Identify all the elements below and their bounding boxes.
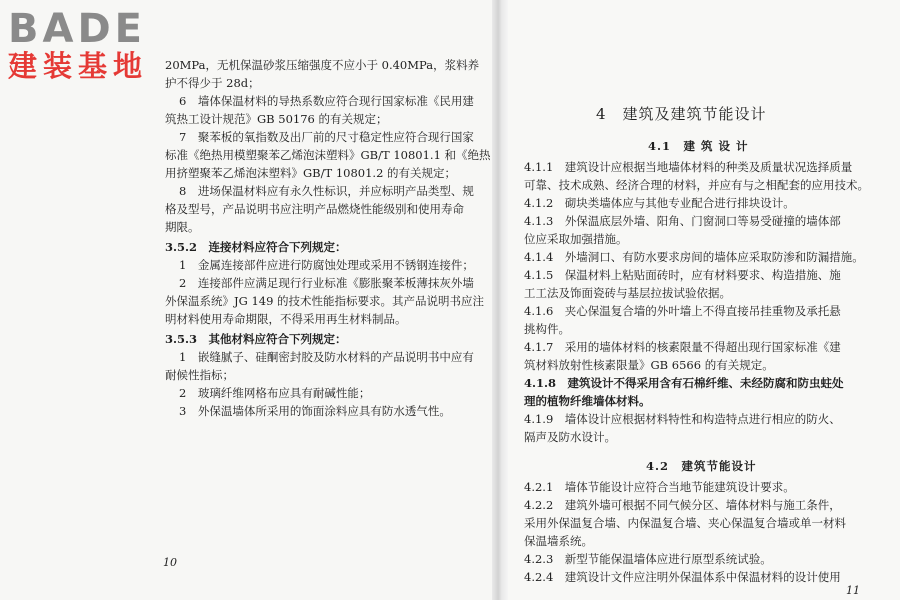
text-line: 位应采取加强措施。 [524,232,628,246]
clause-line: 4.2.4 建筑设计文件应注明外保温体系中保温材料的设计使用 [524,570,841,584]
text-line: 可靠、技术成熟、经济合理的材料，并应有与之相配套的应用技术。 [524,178,869,192]
section-heading-4-2: 4.2 建筑节能设计 [646,459,757,473]
text-line: 8 进场保温材料应有永久性标识，并应标明产品类型、规 [179,184,474,198]
clause-line: 4.1.1 建筑设计应根据当地墙体材料的种类及质量状况选择质量 [524,160,853,174]
text-line: 保温墙系统。 [524,534,593,548]
logo-wordmark: BADE [8,6,146,52]
clause-line-bold: 4.1.8 建筑设计不得采用含有石棉纤维、未经防腐和防虫蛀处 [524,376,844,390]
clause-line: 4.1.3 外保温底层外墙、阳角、门窗洞口等易受碰撞的墙体部 [524,214,841,228]
text-line: 1 金属连接部件应进行防腐蚀处理或采用不锈钢连接件； [179,258,474,272]
clause-line: 4.1.7 采用的墙体材料的核素限量不得超出现行国家标准《建 [524,340,841,354]
bade-logo [8,8,183,88]
page-number-left: 10 [163,556,177,569]
text-line: 筑热工设计规范》GB 50176 的有关规定； [165,112,388,126]
text-line: 护不得少于 28d； [165,76,260,90]
text-line: 用挤塑聚苯乙烯泡沫塑料》GB/T 10801.2 的有关规定； [165,166,457,180]
text-line: 2 连接部件应满足现行行业标准《膨胀聚苯板薄抹灰外墙 [179,276,474,290]
text-line: 格及型号，产品说明书应注明产品燃烧性能级别和使用寿命 [165,202,464,216]
clause-line: 4.1.4 外墙洞口、有防水要求房间的墙体应采取防渗和防漏措施。 [524,250,864,264]
text-line: 外保温系统》JG 149 的技术性能指标要求。其产品说明书应注 [165,294,485,308]
text-line: 标准《绝热用模塑聚苯乙烯泡沫塑料》GB/T 10801.1 和《绝热 [165,148,491,162]
text-line: 采用外保温复合墙、内保温复合墙、夹心保温复合墙或单一材料 [524,516,846,530]
book-gutter [492,0,508,600]
clause-line: 4.1.9 墙体设计应根据材料特性和构造特点进行相应的防火、 [524,412,841,426]
text-line: 3 外保温墙体所采用的饰面涂料应具有防水透气性。 [179,404,451,418]
section-heading-4-1: 4.1 建 筑 设 计 [648,139,749,153]
clause-heading: 3.5.3 其他材料应符合下列规定： [165,332,347,346]
text-line-bold: 理的植物纤维墙体材料。 [524,394,651,408]
logo-subtitle: 建装基地 [8,49,149,83]
clause-line: 4.1.2 砌块类墙体应与其他专业配合进行排块设计。 [524,196,795,210]
clause-line: 4.2.1 墙体节能设计应符合当地节能建筑设计要求。 [524,480,795,494]
text-line: 20MPa，无机保温砂浆压缩强度不应小于 0.40MPa，浆料养 [165,58,480,72]
text-line: 工工法及饰面瓷砖与基层拉拔试验依据。 [524,286,731,300]
clause-line: 4.1.5 保温材料上粘贴面砖时，应有材料要求、构造措施、施 [524,268,841,282]
text-line: 挑构件。 [524,322,570,336]
clause-line: 4.2.2 建筑外墙可根据不同气候分区、墙体材料与施工条件， [524,498,841,512]
text-line: 1 嵌缝腻子、硅酮密封胶及防水材料的产品说明书中应有 [179,350,474,364]
text-line: 筑材料放射性核素限量》GB 6566 的有关规定。 [524,358,774,372]
text-line: 隔声及防水设计。 [524,430,616,444]
text-line: 耐候性指标； [165,368,234,382]
text-line: 7 聚苯板的氧指数及出厂前的尺寸稳定性应符合现行国家 [179,130,474,144]
clause-line: 4.1.6 夹心保温复合墙的外叶墙上不得直接吊挂重物及承托悬 [524,304,841,318]
clause-line: 4.2.3 新型节能保温墙体应进行原型系统试验。 [524,552,772,566]
text-line: 明材料使用寿命期限，不得采用再生材料制品。 [165,312,407,326]
page-number-right: 11 [846,584,860,597]
clause-heading: 3.5.2 连接材料应符合下列规定： [165,240,347,254]
text-line: 期限。 [165,220,200,234]
chapter-title: 4 建筑及建筑节能设计 [596,105,767,123]
text-line: 2 玻璃纤维网格布应具有耐碱性能； [179,386,371,400]
text-line: 6 墙体保温材料的导热系数应符合现行国家标准《民用建 [179,94,474,108]
